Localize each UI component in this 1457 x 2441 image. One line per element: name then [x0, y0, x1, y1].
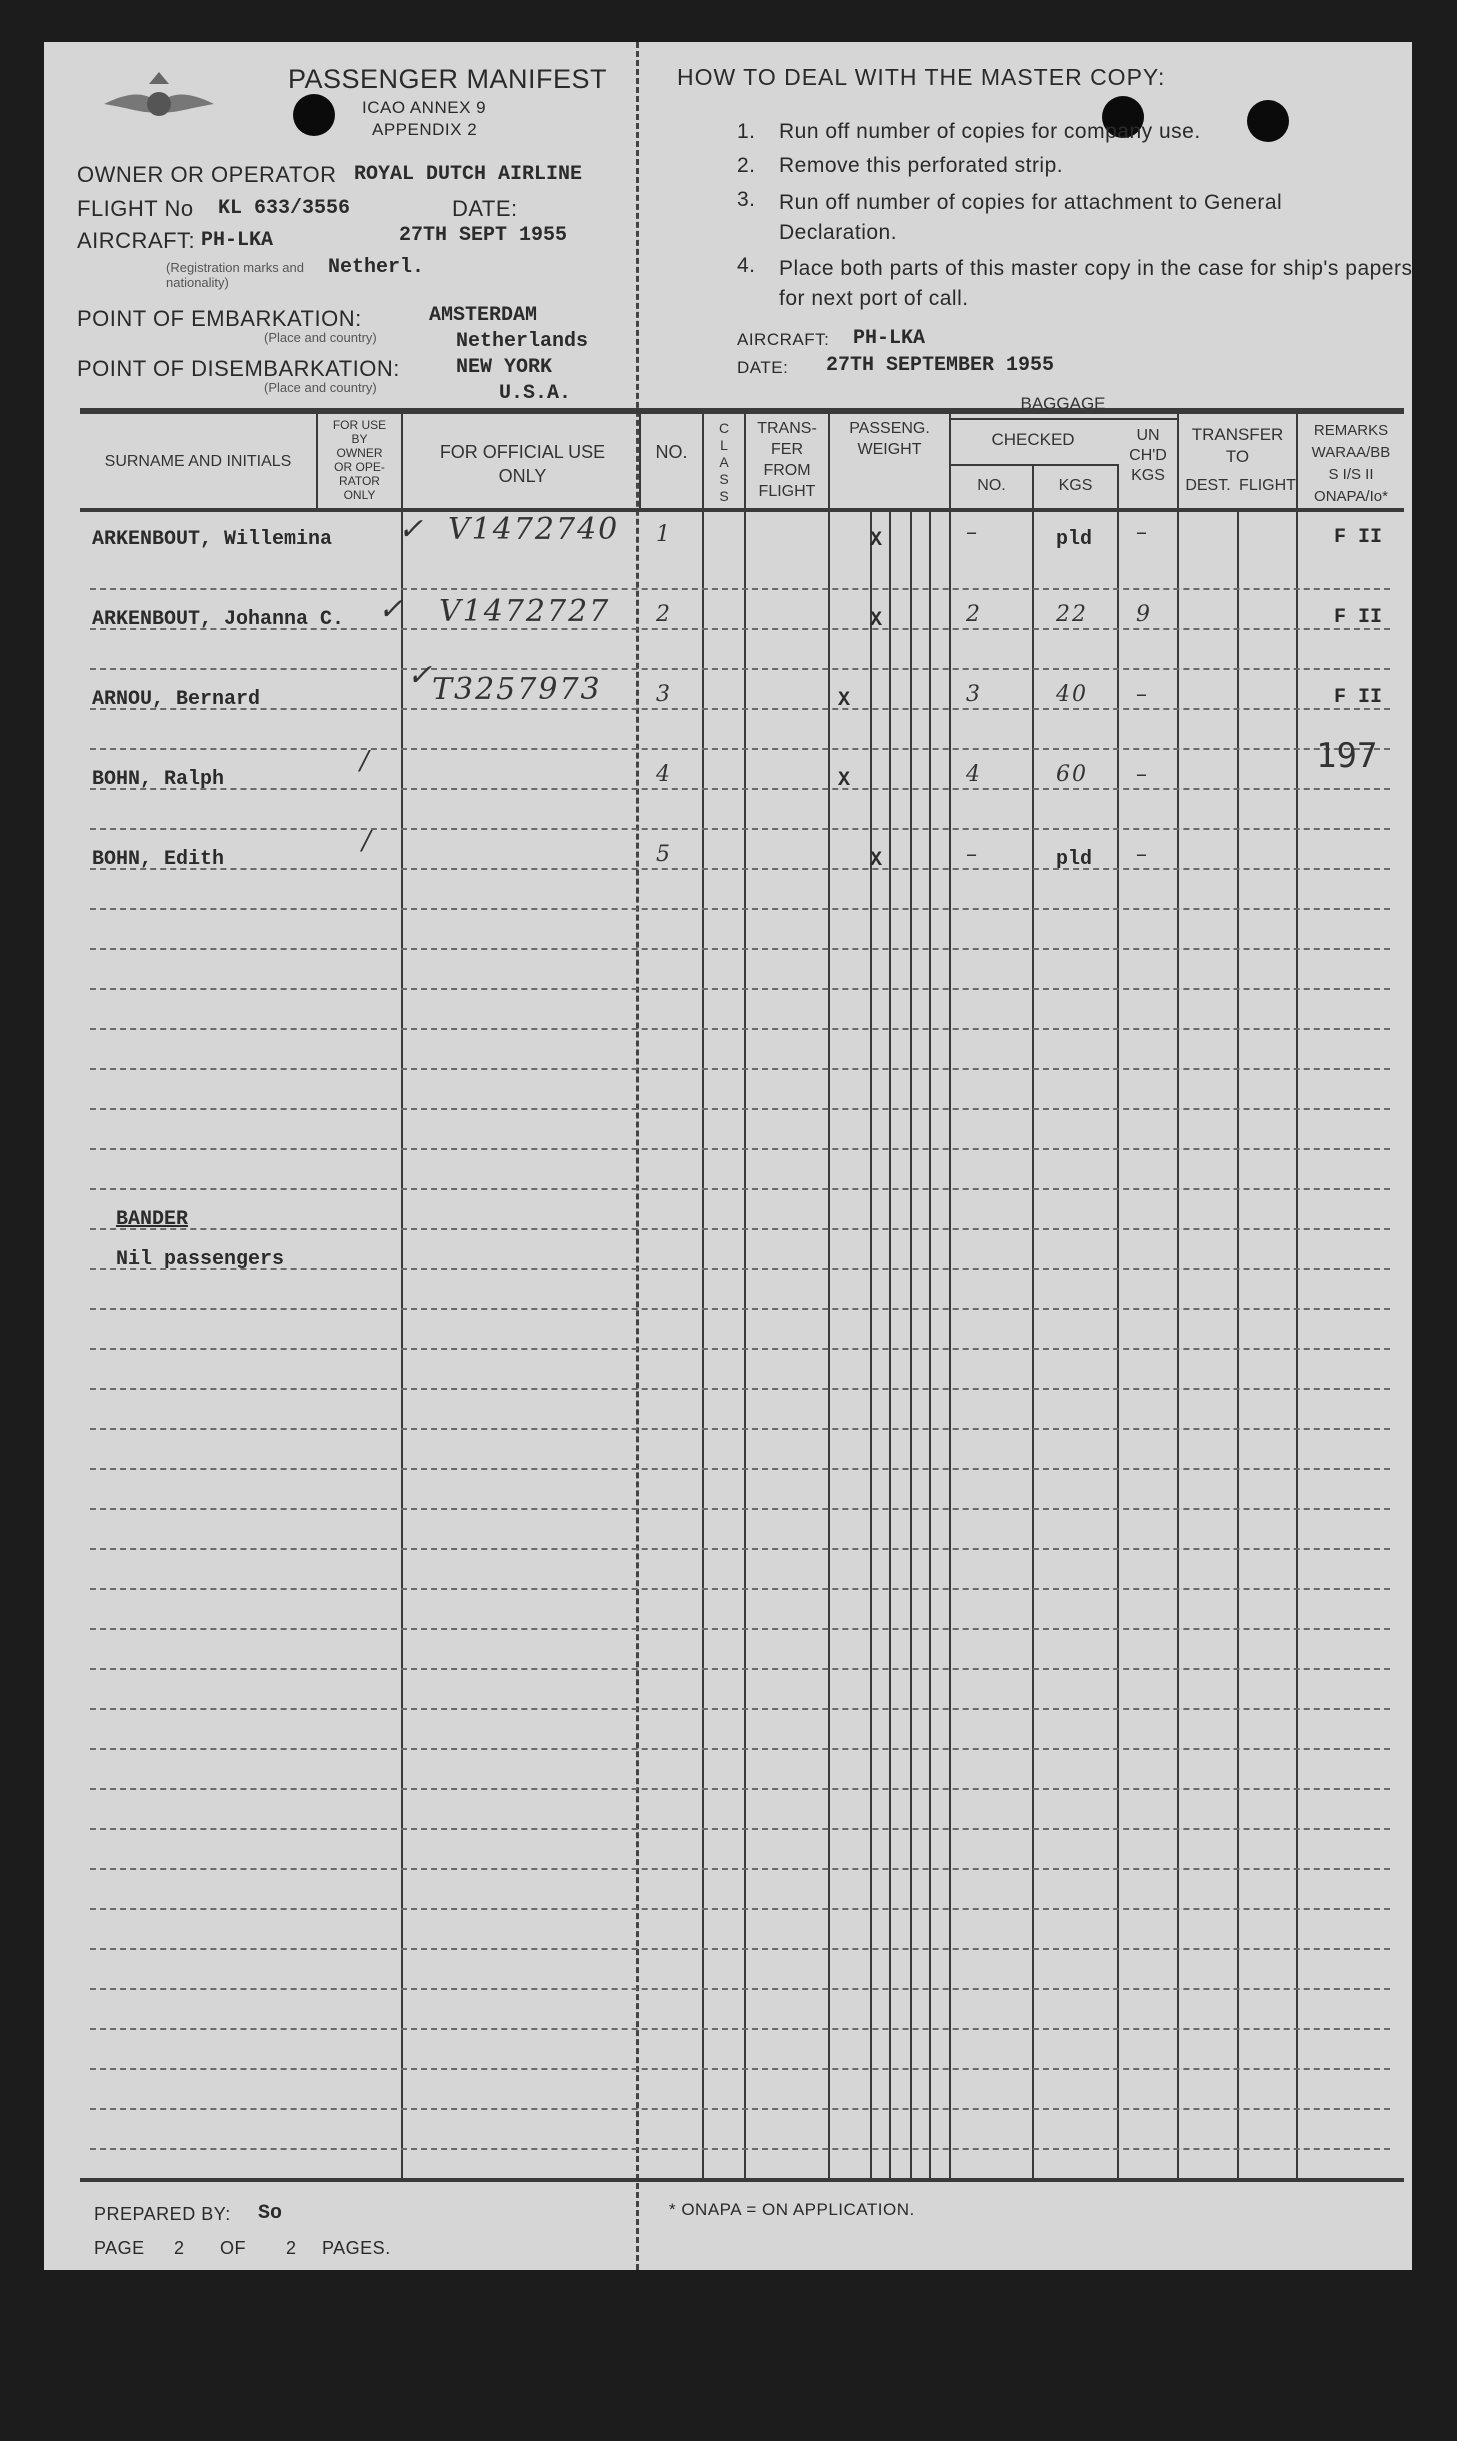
col-transfer-from: TRANS- FER FROM FLIGHT: [757, 420, 817, 500]
perforation-divider: [636, 42, 639, 2270]
checked-kgs: 22: [1056, 602, 1088, 627]
passenger-no: 5: [656, 842, 672, 867]
weight-mark: X: [870, 529, 883, 552]
instruction-num: 3.: [737, 188, 756, 211]
official-number: T3257973: [432, 672, 602, 707]
instruction-text: Remove this perforated strip.: [779, 154, 1064, 177]
unchecked-kgs: –: [1136, 762, 1149, 787]
remarks: F II: [1334, 606, 1383, 629]
unchecked-kgs: –: [1136, 842, 1149, 867]
weight-mark: X: [838, 689, 851, 712]
col-surname: SURNAME AND INITIALS: [104, 453, 292, 470]
remarks-number: 197: [1316, 736, 1378, 776]
check-mark: /: [360, 746, 371, 776]
checked-kgs: 40: [1056, 682, 1088, 707]
registration-note: (Registration marks and nationality): [166, 260, 304, 290]
appendix: APPENDIX 2: [372, 120, 478, 139]
punch-hole: [293, 94, 335, 136]
checked-kgs: pld: [1056, 848, 1093, 871]
check-mark: ✓: [378, 592, 406, 627]
instruction-text: Run off number of copies for company use.: [779, 120, 1201, 143]
col-baggage: BAGGAGE: [1020, 394, 1106, 413]
col-owner-use: FOR USE BY OWNER OR OPE- RATOR ONLY: [332, 418, 387, 502]
col-passenger-weight: PASSENG. WEIGHT: [849, 420, 930, 458]
flight-value: KL 633/3556: [218, 197, 351, 220]
date-value: 27TH SEPT 1955: [399, 224, 568, 247]
disembarkation-country: U.S.A.: [499, 382, 572, 405]
checked-kgs: pld: [1056, 528, 1093, 551]
unchecked-kgs: –: [1136, 682, 1149, 707]
col-remarks: REMARKS WARAA/BB S I/S II ONAPA/Io*: [1311, 422, 1391, 505]
official-number: V1472740: [448, 512, 620, 547]
embarkation-note: (Place and country): [264, 330, 377, 345]
stop-heading: BANDER: [116, 1208, 189, 1231]
passenger-name: ARKENBOUT, Johanna C.: [92, 608, 345, 631]
remarks: F II: [1334, 526, 1383, 549]
passenger-name: BOHN, Ralph: [92, 768, 225, 791]
unchecked-kgs: 9: [1136, 602, 1152, 627]
right-date-value: 27TH SEPTEMBER 1955: [826, 354, 1055, 377]
aircraft-label: AIRCRAFT:: [77, 228, 196, 253]
airline-logo: [94, 64, 224, 144]
col-dest: DEST.: [1185, 477, 1231, 494]
pages-label: PAGES.: [322, 2238, 391, 2258]
disembarkation-note: (Place and country): [264, 380, 377, 395]
embarkation-city: AMSTERDAM: [429, 304, 538, 327]
passenger-no: 2: [656, 602, 672, 627]
instruction-num: 4.: [737, 254, 756, 277]
aircraft-value: PH-LKA: [201, 229, 274, 252]
owner-value: ROYAL DUTCH AIRLINE: [354, 163, 583, 186]
remarks: F II: [1334, 686, 1383, 709]
date-label: DATE:: [452, 196, 518, 221]
check-mark: /: [362, 826, 373, 856]
instruction-num: 1.: [737, 120, 756, 143]
embarkation-label: POINT OF EMBARKATION:: [77, 306, 362, 331]
weight-mark: X: [870, 849, 883, 872]
embarkation-country: Netherlands: [456, 330, 589, 353]
icao-annex: ICAO ANNEX 9: [362, 98, 487, 117]
instruction-text: Run off number of copies for attachment to General Declaration.: [779, 191, 1283, 244]
weight-mark: X: [838, 769, 851, 792]
check-mark: ✓: [398, 512, 426, 547]
unchecked-kgs: –: [1136, 520, 1149, 545]
page-total: 2: [286, 2238, 297, 2258]
of-label: OF: [220, 2238, 246, 2258]
col-checked: CHECKED: [991, 430, 1075, 449]
official-number: V1472727: [439, 594, 611, 629]
page-number: 2: [174, 2238, 185, 2258]
page-title: PASSENGER MANIFEST: [288, 64, 608, 94]
nationality-value: Netherl.: [328, 256, 425, 279]
passenger-no: 3: [656, 682, 672, 707]
col-transfer-to: TRANSFER TO: [1191, 425, 1284, 466]
col-official: FOR OFFICIAL USE ONLY: [439, 442, 606, 486]
col-checked-no: NO.: [977, 477, 1006, 494]
passenger-no: 1: [656, 522, 672, 547]
checked-bags-no: –: [966, 520, 979, 545]
passenger-name: BOHN, Edith: [92, 848, 225, 871]
col-no: NO.: [655, 442, 688, 462]
punch-hole: [1247, 100, 1289, 142]
prepared-by-label: PREPARED BY:: [94, 2204, 231, 2224]
page-label: PAGE: [94, 2238, 145, 2258]
onapa-note: * ONAPA = ON APPLICATION.: [669, 2200, 915, 2219]
manifest-page: [44, 42, 1412, 2270]
weight-mark: X: [870, 609, 883, 632]
stop-note: Nil passengers: [116, 1248, 285, 1271]
disembarkation-city: NEW YORK: [456, 356, 553, 379]
owner-label: OWNER OR OPERATOR: [77, 162, 337, 187]
checked-bags-no: –: [966, 842, 979, 867]
right-aircraft-label: AIRCRAFT:: [737, 330, 830, 349]
col-class: C L A S S: [718, 420, 730, 504]
checked-bags-no: 4: [966, 762, 982, 787]
checked-kgs: 60: [1056, 762, 1088, 787]
disembarkation-label: POINT OF DISEMBARKATION:: [77, 356, 400, 381]
instruction-text: Place both parts of this master copy in the case for ship's papers for next port of call.: [779, 257, 1413, 310]
flight-label: FLIGHT No: [77, 196, 194, 221]
prepared-by-value: So: [258, 2202, 283, 2225]
checked-bags-no: 3: [966, 682, 982, 707]
checked-bags-no: 2: [966, 602, 982, 627]
passenger-name: ARNOU, Bernard: [92, 688, 261, 711]
col-flight: FLIGHT: [1239, 477, 1296, 494]
instruction-num: 2.: [737, 154, 756, 177]
col-checked-kgs: KGS: [1058, 477, 1093, 494]
right-date-label: DATE:: [737, 358, 789, 377]
col-unchecked: UN CH'D KGS: [1129, 427, 1167, 484]
passenger-name: ARKENBOUT, Willemina: [92, 528, 333, 551]
instructions-title: HOW TO DEAL WITH THE MASTER COPY:: [677, 64, 1166, 90]
passenger-no: 4: [656, 762, 672, 787]
right-aircraft-value: PH-LKA: [853, 327, 926, 350]
check-mark: ✓: [407, 658, 435, 693]
